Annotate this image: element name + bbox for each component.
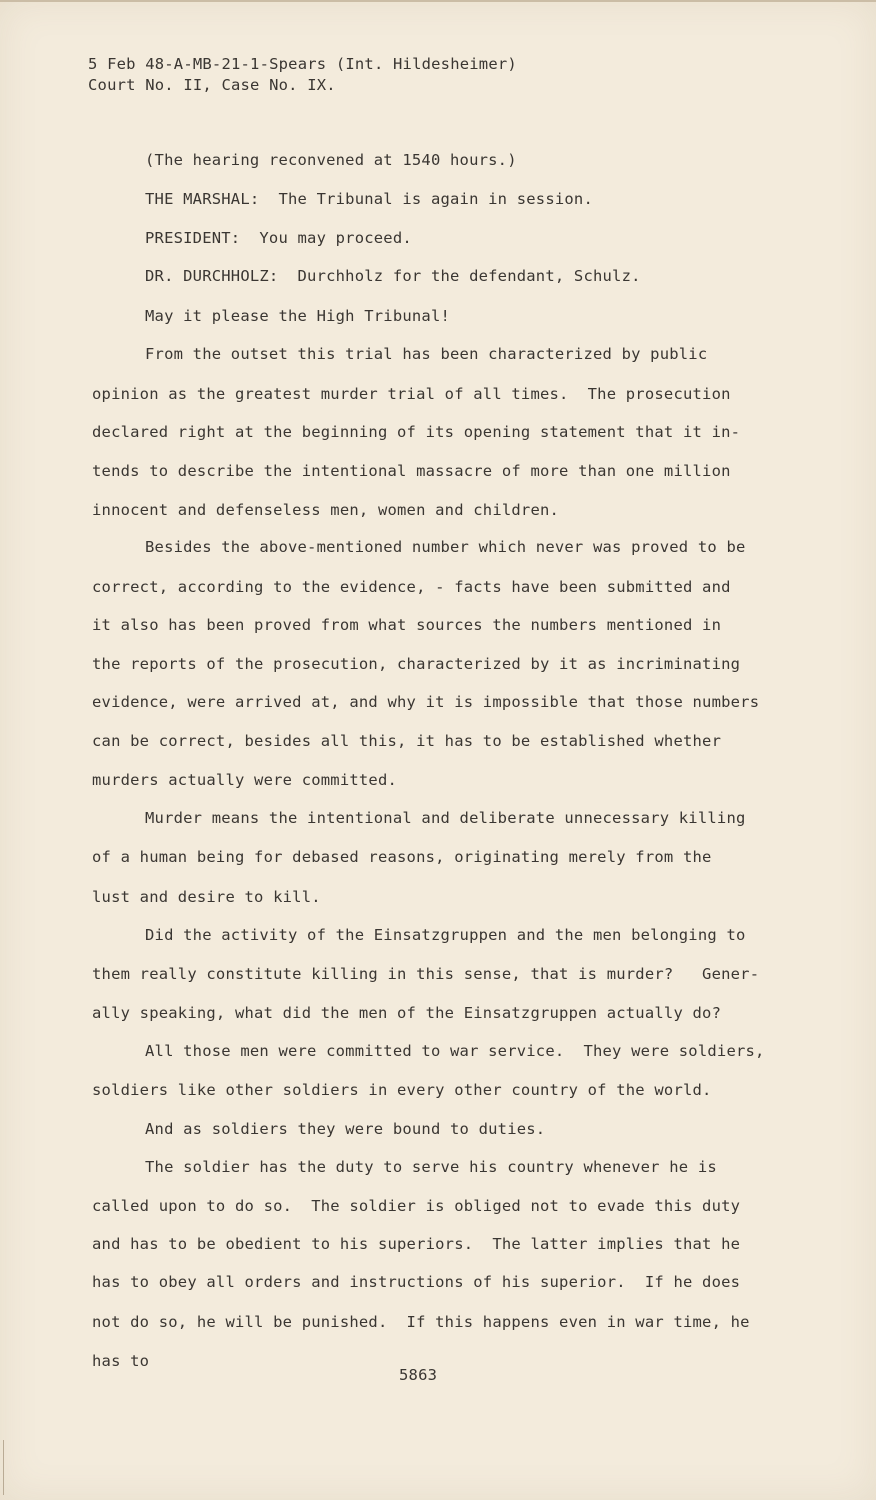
body-line: The soldier has the duty to serve his country whenever he is	[145, 1158, 717, 1176]
page-top-edge	[0, 0, 876, 2]
body-line: tends to describe the intentional massacre of more than one million	[92, 462, 731, 480]
body-line: can be correct, besides all this, it has to be established whether	[92, 732, 722, 750]
body-line: lust and desire to kill.	[92, 888, 321, 906]
body-line: declared right at the beginning of its opening statement that it in-	[92, 423, 741, 441]
body-line: May it please the High Tribunal!	[145, 307, 451, 325]
page-number: 5863	[399, 1366, 438, 1384]
body-line: innocent and defenseless men, women and children.	[92, 501, 560, 519]
body-line: called upon to do so. The soldier is obliged not to evade this duty	[92, 1197, 741, 1215]
body-line: it also has been proved from what sources the numbers mentioned in	[92, 616, 722, 634]
body-line: Besides the above-mentioned number which never was proved to be	[145, 538, 746, 556]
body-line: THE MARSHAL: The Tribunal is again in session.	[145, 190, 593, 208]
body-line: of a human being for debased reasons, originating merely from the	[92, 848, 712, 866]
header-line-1: 5 Feb 48-A-MB-21-1-Spears (Int. Hildesheimer)	[88, 55, 517, 73]
body-line: evidence, were arrived at, and why it is impossible that those numbers	[92, 693, 760, 711]
body-line: (The hearing reconvened at 1540 hours.)	[145, 151, 517, 169]
body-line: the reports of the prosecution, characterized by it as incriminating	[92, 655, 741, 673]
page-left-edge-mark	[3, 1440, 4, 1495]
body-line: All those men were committed to war service. They were soldiers,	[145, 1042, 765, 1060]
body-line: ally speaking, what did the men of the Einsatzgruppen actually do?	[92, 1004, 722, 1022]
body-line: opinion as the greatest murder trial of all times. The prosecution	[92, 385, 731, 403]
body-line: not do so, he will be punished. If this happens even in war time, he	[92, 1313, 750, 1331]
body-line: has to	[92, 1352, 150, 1370]
body-line: Did the activity of the Einsatzgruppen and the men belonging to	[145, 926, 746, 944]
body-line: has to obey all orders and instructions of his superior. If he does	[92, 1273, 741, 1291]
body-line: murders actually were committed.	[92, 771, 398, 789]
body-line: From the outset this trial has been characterized by public	[145, 345, 708, 363]
header-line-2: Court No. II, Case No. IX.	[88, 76, 336, 94]
body-line: soldiers like other soldiers in every other country of the world.	[92, 1081, 712, 1099]
body-line: correct, according to the evidence, - facts have been submitted and	[92, 578, 731, 596]
body-line: and has to be obedient to his superiors. The latter implies that he	[92, 1235, 741, 1253]
body-line: Murder means the intentional and deliberate unnecessary killing	[145, 809, 746, 827]
body-line: And as soldiers they were bound to duties.	[145, 1120, 546, 1138]
body-line: them really constitute killing in this sense, that is murder? Gener-	[92, 965, 760, 983]
body-line: PRESIDENT: You may proceed.	[145, 229, 412, 247]
body-line: DR. DURCHHOLZ: Durchholz for the defendant, Schulz.	[145, 267, 641, 285]
